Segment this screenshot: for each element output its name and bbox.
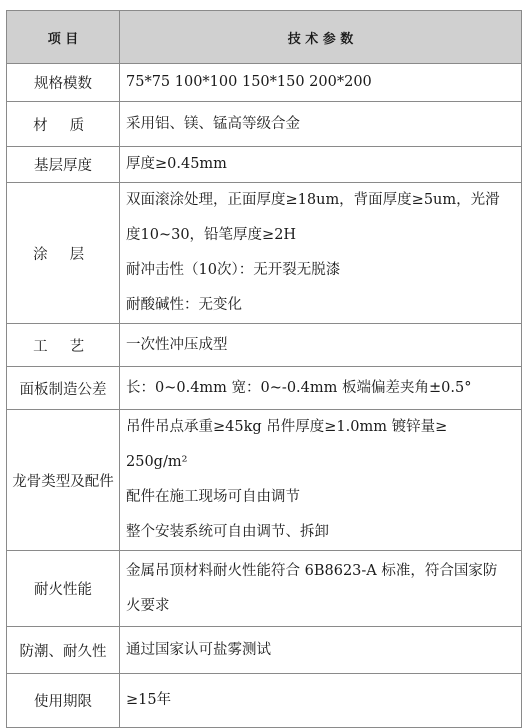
row-label: 材 质 bbox=[7, 102, 120, 147]
value-line: 一次性冲压成型 bbox=[126, 336, 228, 353]
value-line: 耐酸碱性：无变化 bbox=[126, 297, 242, 313]
row-label: 使用期限 bbox=[7, 674, 120, 728]
value-line: 长：0~0.4mm 宽：0~-0.4mm 板端偏差夹角±0.5° bbox=[126, 379, 472, 396]
row-value bbox=[120, 551, 522, 627]
header-item: 项 目 bbox=[7, 11, 120, 64]
value-line: 75*75 100*100 150*150 200*200 bbox=[126, 74, 372, 90]
row-value bbox=[120, 410, 522, 551]
table-row bbox=[7, 324, 522, 367]
value-line: 采用铝、镁、锰高等级合金 bbox=[126, 115, 300, 132]
row-label: 涂 层 bbox=[7, 183, 120, 324]
table-row bbox=[7, 102, 522, 147]
value-line: ≥15年 bbox=[126, 692, 172, 708]
value-line: 整个安装系统可自由调节、拆卸 bbox=[126, 524, 329, 540]
table-row bbox=[7, 147, 522, 183]
value-line: 火要求 bbox=[126, 597, 170, 614]
row-value bbox=[120, 627, 522, 674]
table-row bbox=[7, 627, 522, 674]
row-label: 基层厚度 bbox=[7, 147, 120, 183]
row-label: 规格模数 bbox=[7, 64, 120, 102]
value-line: 250g/m² bbox=[126, 454, 188, 470]
value-line: 度10~30，铅笔厚度≥2H bbox=[126, 227, 297, 243]
row-label: 面板制造公差 bbox=[7, 367, 120, 410]
row-value bbox=[120, 367, 522, 410]
row-label: 防潮、耐久性 bbox=[7, 627, 120, 674]
row-value bbox=[120, 64, 522, 102]
table-row bbox=[7, 367, 522, 410]
table-row bbox=[7, 551, 522, 627]
value-line: 配件在施工现场可自由调节 bbox=[126, 489, 300, 505]
table-header-row bbox=[7, 11, 522, 64]
table-row bbox=[7, 674, 522, 728]
row-label: 龙骨类型及配件 bbox=[7, 410, 120, 551]
value-line: 厚度≥0.45mm bbox=[126, 156, 227, 172]
row-label: 耐火性能 bbox=[7, 551, 120, 627]
table-row bbox=[7, 64, 522, 102]
row-value bbox=[120, 324, 522, 367]
spec-table bbox=[6, 10, 522, 728]
row-label: 工 艺 bbox=[7, 324, 120, 367]
table-row bbox=[7, 410, 522, 551]
row-value bbox=[120, 102, 522, 147]
value-line: 双面滚涂处理，正面厚度≥18um，背面厚度≥5um，光滑 bbox=[126, 192, 500, 208]
table-row bbox=[7, 183, 522, 324]
header-params: 技 术 参 数 bbox=[120, 11, 522, 64]
value-line: 通过国家认可盐雾测试 bbox=[126, 641, 271, 658]
value-line: 金属吊顶材料耐火性能符合 6B8623-A 标准，符合国家防 bbox=[126, 562, 498, 579]
value-line: 耐冲击性（10次）：无开裂无脱漆 bbox=[126, 262, 341, 278]
value-line: 吊件吊点承重≥45kg 吊件厚度≥1.0mm 镀锌量≥ bbox=[126, 419, 448, 435]
row-value bbox=[120, 183, 522, 324]
row-value bbox=[120, 147, 522, 183]
row-value bbox=[120, 674, 522, 728]
